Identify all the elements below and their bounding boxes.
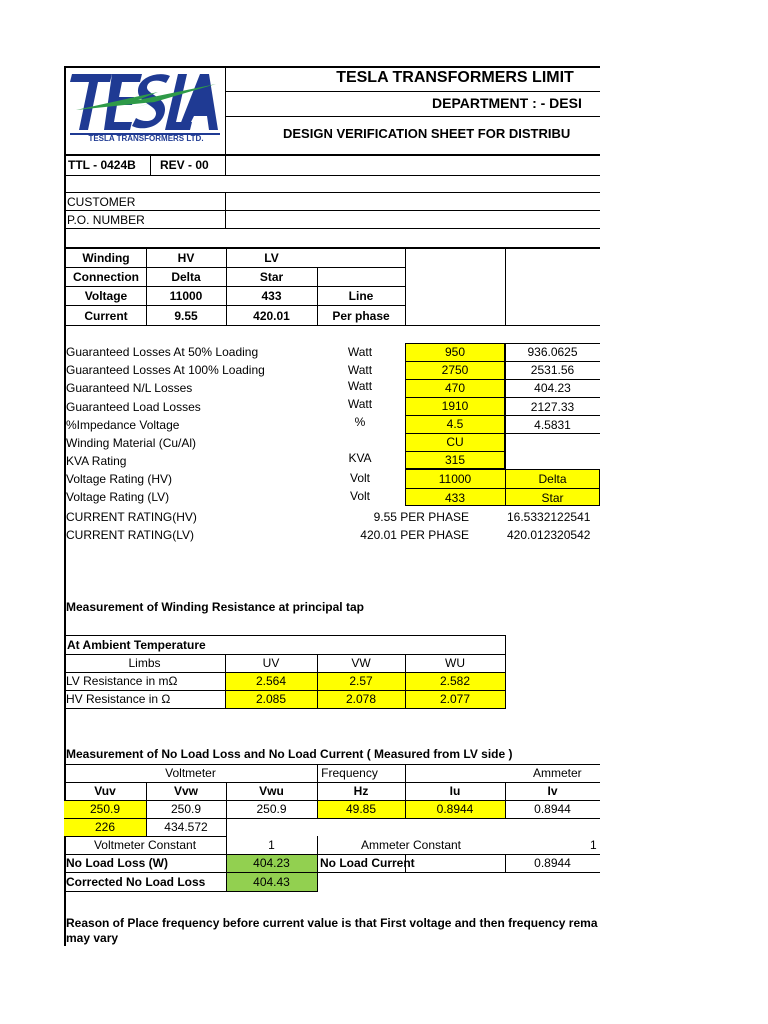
ammeter-constant-label: Ammeter Constant — [360, 838, 462, 852]
iu-value[interactable]: 0.8944 — [436, 802, 474, 816]
po-number-label: P.O. NUMBER — [67, 213, 145, 227]
lv-connection: Star — [259, 270, 284, 284]
customer-label: CUSTOMER — [67, 195, 136, 209]
sheet-title: DESIGN VERIFICATION SHEET FOR DISTRIBU — [283, 126, 571, 141]
extra-voltage-1[interactable]: 226 — [94, 820, 116, 834]
spec-calc-impedance: 4.5831 — [534, 418, 571, 432]
lv-voltage: 433 — [261, 289, 282, 303]
spec-label-impedance: %Impedance Voltage — [66, 418, 180, 432]
spec-unit-nl-losses: Watt — [347, 379, 373, 393]
voltmeter-constant-label: Voltmeter Constant — [93, 838, 197, 852]
spec-value-losses-50[interactable]: 950 — [444, 345, 466, 359]
extra-voltage-2: 434.572 — [164, 820, 208, 834]
spec-calc-load-losses: 2127.33 — [530, 400, 575, 414]
spec-label-winding-material: Winding Material (Cu/Al) — [66, 436, 197, 450]
spec-unit-voltage-hv: Volt — [349, 471, 370, 485]
company-name: TESLA TRANSFORMERS LIMIT — [336, 69, 574, 86]
spec-label-losses-50: Guaranteed Losses At 50% Loading — [66, 345, 259, 359]
spec-unit-losses-50: Watt — [347, 345, 373, 359]
po-number-value[interactable] — [228, 212, 598, 226]
voltage-type: Line — [348, 289, 374, 303]
vvw-header: Vvw — [173, 784, 198, 798]
vwu-value[interactable]: 250.9 — [256, 802, 287, 816]
spec-label-load-losses: Guaranteed Load Losses — [66, 400, 201, 414]
spec-value-voltage-lv[interactable]: 433 — [444, 491, 466, 505]
department-title: DEPARTMENT : - DESI — [432, 95, 582, 111]
hv-voltage: 11000 — [169, 289, 203, 303]
spec-value-impedance[interactable]: 4.5 — [446, 417, 464, 431]
uv-header: UV — [262, 656, 280, 670]
current-rating-lv-value: 420.01 PER PHASE — [360, 528, 469, 542]
spec-calc-losses-100: 2531.56 — [530, 363, 575, 377]
vwu-header: Vwu — [259, 784, 284, 798]
hv-header: HV — [177, 251, 195, 265]
spec-label-kva: KVA Rating — [66, 454, 127, 468]
spec-label-nl-losses: Guaranteed N/L Losses — [66, 381, 193, 395]
hv-resistance-uv[interactable]: 2.085 — [255, 692, 287, 706]
spec-label-voltage-hv: Voltage Rating (HV) — [66, 472, 173, 486]
iu-header: Iu — [449, 784, 461, 798]
limbs-header: Limbs — [128, 656, 161, 670]
spec-value-voltage-hv[interactable]: 11000 — [438, 472, 472, 486]
current-type: Per phase — [332, 309, 390, 323]
logo-caption: TESLA TRANSFORMERS LTD. — [88, 134, 204, 143]
hv-connection: Delta — [171, 270, 201, 284]
current-label: Current — [84, 309, 128, 323]
spec-label-voltage-lv: Voltage Rating (LV) — [66, 490, 170, 504]
vuv-header: Vuv — [94, 784, 116, 798]
note-line-1: Reason of Place frequency before current value is that First voltage and then frequency rema — [66, 916, 598, 930]
no-load-current-label: No Load Current — [320, 856, 415, 870]
voltmeter-label: Voltmeter — [165, 766, 216, 780]
spec-calc-nl-losses: 404.23 — [534, 381, 571, 395]
spec-calc-voltage-hv: Delta — [538, 472, 567, 486]
winding-header: Winding — [82, 251, 130, 265]
spec-unit-impedance: % — [354, 415, 366, 429]
ammeter-constant-value[interactable]: 1 — [590, 838, 597, 852]
current-rating-lv-calc: 420.012320542 — [507, 528, 591, 542]
no-load-loss-value: 404.23 — [253, 856, 290, 870]
spec-label-losses-100: Guaranteed Losses At 100% Loading — [66, 363, 265, 377]
iv-header: Iv — [547, 784, 558, 798]
hv-resistance-label: HV Resistance in Ω — [66, 692, 171, 706]
lv-resistance-uv[interactable]: 2.564 — [255, 674, 287, 688]
hz-value[interactable]: 49.85 — [345, 802, 377, 816]
hz-header: Hz — [353, 784, 369, 798]
corrected-no-load-loss-value: 404.43 — [253, 875, 290, 889]
hv-resistance-vw[interactable]: 2.078 — [345, 692, 377, 706]
spec-value-load-losses[interactable]: 1910 — [441, 399, 469, 413]
resistance-section-title: Measurement of Winding Resistance at principal tap — [66, 600, 364, 614]
vw-header: VW — [351, 656, 371, 670]
no-load-loss-label: No Load Loss (W) — [66, 856, 168, 870]
hv-resistance-wu[interactable]: 2.077 — [439, 692, 471, 706]
vvw-value[interactable]: 250.9 — [170, 802, 202, 816]
lv-resistance-vw[interactable]: 2.57 — [349, 674, 373, 688]
lv-current: 420.01 — [253, 309, 290, 323]
voltmeter-constant-value[interactable]: 1 — [268, 838, 275, 852]
iv-value[interactable]: 0.8944 — [534, 802, 571, 816]
spec-unit-losses-100: Watt — [347, 363, 373, 377]
wu-header: WU — [445, 656, 465, 670]
corrected-no-load-loss-label: Corrected No Load Loss — [66, 875, 206, 889]
current-rating-lv-label: CURRENT RATING(LV) — [66, 528, 195, 542]
no-load-current-value: 0.8944 — [534, 856, 571, 870]
voltage-label: Voltage — [84, 289, 128, 303]
note-line-2: may vary — [66, 931, 119, 945]
spec-unit-load-losses: Watt — [347, 397, 373, 411]
vuv-value[interactable]: 250.9 — [89, 802, 121, 816]
spec-value-winding-material[interactable]: CU — [446, 435, 464, 449]
spec-value-nl-losses[interactable]: 470 — [444, 381, 466, 395]
lv-resistance-label: LV Resistance in mΩ — [66, 674, 178, 688]
resistance-table-title: At Ambient Temperature — [67, 638, 206, 652]
spec-unit-voltage-lv: Volt — [349, 489, 370, 503]
hv-current: 9.55 — [174, 309, 198, 323]
lv-header: LV — [264, 251, 279, 265]
spec-calc-voltage-lv: Star — [541, 491, 564, 505]
top-border — [64, 66, 600, 68]
customer-value[interactable] — [228, 194, 598, 208]
spec-value-kva[interactable]: 315 — [444, 453, 466, 467]
current-rating-hv-value: 9.55 PER PHASE — [373, 510, 469, 524]
connection-label: Connection — [73, 270, 139, 284]
spec-value-losses-100[interactable]: 2750 — [441, 363, 469, 377]
current-rating-hv-calc: 16.5332122541 — [507, 510, 591, 524]
spec-unit-kva: KVA — [348, 451, 372, 465]
lv-resistance-wu[interactable]: 2.582 — [439, 674, 471, 688]
ammeter-label: Ammeter — [533, 766, 582, 780]
frequency-label: Frequency — [321, 766, 378, 780]
doc-code: TTL - 0424B — [68, 158, 136, 172]
current-rating-hv-label: CURRENT RATING(HV) — [66, 510, 197, 524]
revision: REV - 00 — [160, 158, 209, 172]
spec-calc-losses-50: 936.0625 — [527, 345, 578, 359]
no-load-section-title: Measurement of No Load Loss and No Load Current ( Measured from LV side ) — [66, 747, 513, 761]
